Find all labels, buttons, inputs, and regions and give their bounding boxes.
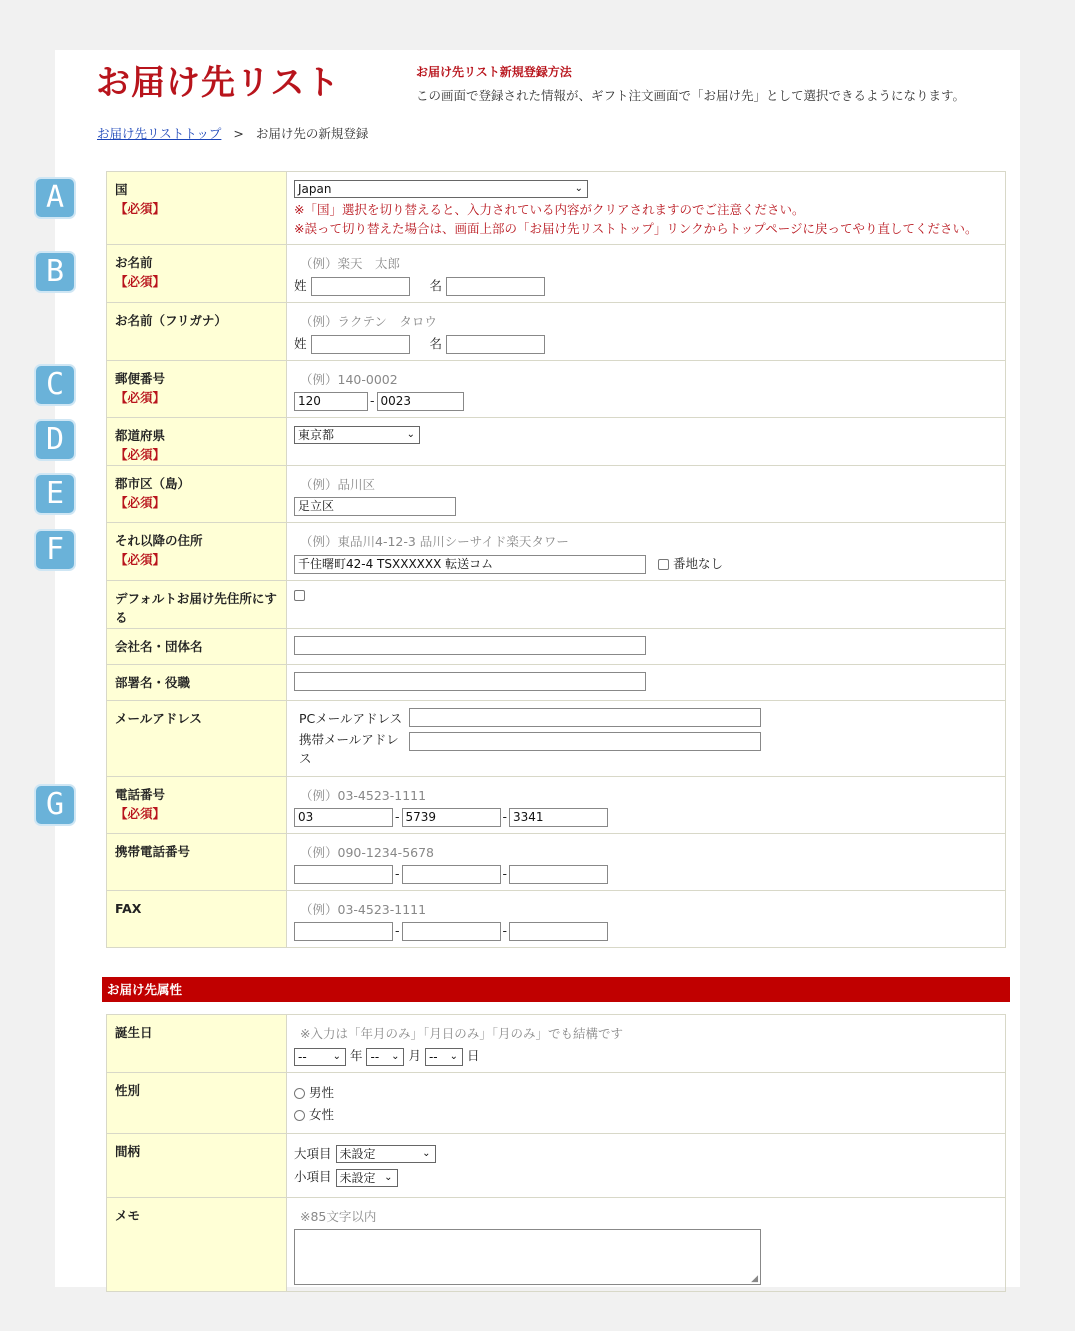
company-label: 会社名・団体名 [115, 639, 203, 654]
country-select[interactable]: Japan ⌄ [294, 180, 588, 198]
row-gender [107, 1072, 1006, 1133]
postal-label: 郵便番号 [115, 371, 166, 386]
row-memo [107, 1197, 1006, 1291]
gender-female-radio[interactable] [294, 1110, 305, 1121]
first-name-input[interactable] [446, 277, 545, 296]
phone-label: 電話番号 [115, 787, 166, 802]
phone-part3-input[interactable]: 3341 [509, 808, 608, 827]
marker-d: D [34, 419, 76, 461]
mobile-email-input[interactable] [409, 732, 761, 751]
required-mark: 【必須】 [115, 552, 166, 567]
no-number-checkbox[interactable] [658, 559, 669, 570]
chevron-down-icon: ⌄ [384, 1171, 393, 1183]
required-mark: 【必須】 [115, 806, 166, 821]
row-fax: FAX （例）03-4523-1111 - - [107, 891, 1006, 948]
chevron-down-icon: ⌄ [391, 1050, 400, 1062]
required-mark: 【必須】 [115, 495, 166, 510]
marker-f: F [34, 529, 76, 571]
fax-example: （例）03-4523-1111 [300, 902, 427, 917]
marker-a: A [34, 177, 76, 219]
row-mobile-phone: 携帯電話番号 （例）090-1234-5678 - - [107, 834, 1006, 891]
mobile-email-label: 携帯メールアドレス [299, 732, 399, 766]
row-company [107, 629, 1006, 665]
row-city [107, 466, 1006, 523]
row-prefecture [107, 418, 1006, 466]
fax-label: FAX [115, 901, 142, 916]
no-number-label: 番地なし [672, 556, 723, 571]
row-country [107, 172, 1006, 245]
chevron-down-icon: ⌄ [422, 1148, 431, 1159]
fax-part3-input[interactable] [509, 922, 608, 941]
country-note-1: ※「国」選択を切り替えると、入力されている内容がクリアされますのでご注意ください。 [294, 202, 805, 217]
howto-title: お届け先リスト新規登録方法 [416, 65, 572, 79]
postal-first-input[interactable]: 120 [294, 392, 368, 411]
country-note-2: ※誤って切り替えた場合は、画面上部の「お届け先リストトップ」リンクからトップページに戻ってやり直してください。 [294, 221, 978, 236]
row-relation [107, 1133, 1006, 1197]
memo-note: ※85文字以内 [300, 1208, 377, 1224]
relation-minor-select[interactable]: 未設定 ⌄ [336, 1169, 398, 1187]
company-input[interactable] [294, 636, 646, 655]
kana-label: お名前（フリガナ） [115, 313, 227, 328]
address-input[interactable]: 千住曙町42-4 TSXXXXXX 転送コム [294, 555, 646, 574]
relation-major-label: 大項目 [294, 1145, 332, 1161]
mei-label: 名 [429, 278, 442, 293]
memo-textarea[interactable] [294, 1229, 761, 1285]
gender-male-radio[interactable] [294, 1088, 305, 1099]
birthday-day-select[interactable]: -- ⌄ [425, 1048, 463, 1066]
birthday-label: 誕生日 [115, 1025, 153, 1040]
prefecture-select[interactable]: 東京都 ⌄ [294, 426, 420, 444]
marker-e: E [34, 473, 76, 515]
birthday-year-select[interactable]: -- ⌄ [294, 1048, 346, 1066]
fax-part1-input[interactable] [294, 922, 393, 941]
mobile-phone-part1-input[interactable] [294, 865, 393, 884]
gender-label: 性別 [115, 1082, 141, 1098]
kana-example: （例）ラクテン タロウ [300, 314, 437, 329]
relation-major-select[interactable]: 未設定 ⌄ [336, 1145, 436, 1163]
last-name-input[interactable] [311, 277, 410, 296]
year-label: 年 [349, 1048, 363, 1063]
row-address [107, 523, 1006, 581]
attributes-form [106, 1014, 1006, 1292]
mobile-phone-label: 携帯電話番号 [115, 844, 191, 859]
required-mark: 【必須】 [115, 390, 166, 405]
breadcrumb-separator: > [233, 126, 244, 141]
email-label: メールアドレス [115, 711, 202, 726]
row-default [107, 581, 1006, 629]
marker-g: G [34, 784, 76, 826]
department-input[interactable] [294, 672, 646, 691]
day-label: 日 [466, 1048, 480, 1063]
city-input[interactable]: 足立区 [294, 497, 456, 516]
birthday-month-select[interactable]: -- ⌄ [366, 1048, 404, 1066]
relation-label: 間柄 [115, 1143, 141, 1159]
month-label: 月 [408, 1048, 421, 1063]
phone-part1-input[interactable]: 03 [294, 808, 393, 827]
phone-part2-input[interactable]: 5739 [402, 808, 501, 827]
row-phone: 電話番号 【必須】 （例）03-4523-1111 03 - 5739 - 3341 [107, 777, 1006, 834]
kana-sei-label: 姓 [294, 336, 307, 351]
row-department [107, 665, 1006, 701]
address-example: （例）東品川4-12-3 品川シーサイド楽天タワー [300, 534, 569, 549]
marker-c: C [34, 364, 76, 406]
sei-label: 姓 [294, 278, 307, 293]
country-label: 国 [115, 182, 128, 197]
row-email [107, 701, 1006, 777]
mobile-phone-part2-input[interactable] [402, 865, 501, 884]
first-name-kana-input[interactable] [446, 335, 545, 354]
row-postal: 郵便番号 【必須】 （例）140-0002 120 - 0023 [107, 361, 1006, 418]
row-kana [107, 303, 1006, 361]
last-name-kana-input[interactable] [311, 335, 410, 354]
prefecture-label: 都道府県 [115, 428, 166, 443]
marker-b: B [34, 251, 76, 293]
howto-description: この画面で登録された情報が、ギフト注文画面で「お届け先」として選択できるようになります。 [416, 88, 966, 103]
row-birthday [107, 1015, 1006, 1073]
attributes-section-header: お届け先属性 [102, 977, 1010, 1002]
required-mark: 【必須】 [115, 201, 166, 216]
name-label: お名前 [115, 255, 153, 270]
pc-email-label: PCメールアドレス [299, 710, 403, 726]
postal-example: （例）140-0002 [300, 372, 398, 387]
breadcrumb-top-link[interactable]: お届け先リストトップ [97, 126, 222, 141]
breadcrumb-current: お届け先の新規登録 [255, 126, 369, 141]
kana-mei-label: 名 [429, 336, 442, 351]
relation-minor-label: 小項目 [294, 1169, 332, 1184]
default-address-checkbox[interactable] [294, 590, 305, 601]
resize-grip-icon[interactable]: ◢ [751, 1273, 758, 1284]
required-mark: 【必須】 [115, 274, 166, 289]
pc-email-input[interactable] [409, 708, 761, 727]
birthday-note: ※入力は「年月のみ」「月日のみ」「月のみ」でも結構です [300, 1026, 623, 1041]
chevron-down-icon: ⌄ [574, 183, 583, 194]
address-label: それ以降の住所 [115, 533, 203, 548]
address-form [106, 171, 1006, 948]
mobile-phone-example: （例）090-1234-5678 [300, 845, 435, 860]
gender-female-label: 女性 [309, 1106, 335, 1122]
postal-second-input[interactable]: 0023 [377, 392, 464, 411]
city-example: （例）品川区 [300, 477, 376, 492]
default-label: デフォルトお届け先住所にする [115, 591, 277, 625]
gender-male-label: 男性 [309, 1084, 335, 1100]
fax-part2-input[interactable] [402, 922, 501, 941]
memo-label: メモ [115, 1207, 141, 1223]
department-label: 部署名・役職 [115, 675, 191, 690]
breadcrumb [97, 124, 368, 142]
page-title: お届け先リスト [96, 63, 341, 103]
required-mark: 【必須】 [115, 447, 166, 462]
phone-example: （例）03-4523-1111 [300, 788, 427, 803]
row-name [107, 245, 1006, 303]
chevron-down-icon: ⌄ [406, 429, 415, 440]
mobile-phone-part3-input[interactable] [509, 865, 608, 884]
chevron-down-icon: ⌄ [332, 1050, 341, 1062]
city-label: 郡市区（島） [115, 476, 191, 491]
name-example: （例）楽天 太郎 [300, 256, 401, 271]
chevron-down-icon: ⌄ [449, 1050, 458, 1062]
